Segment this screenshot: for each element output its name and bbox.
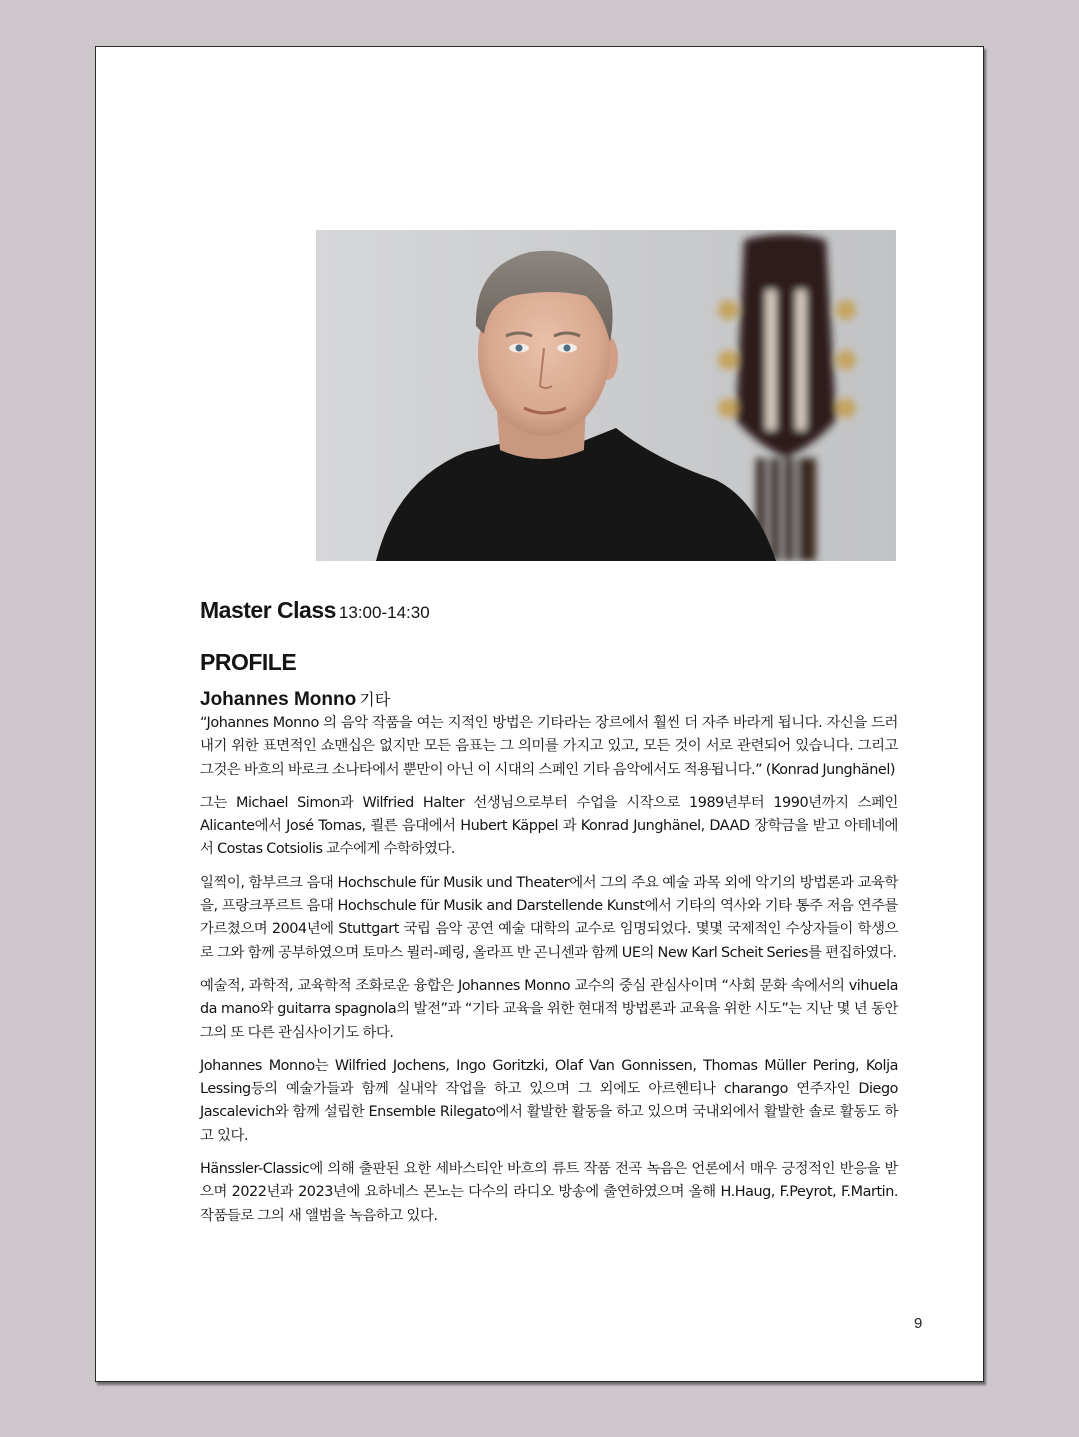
master-class-line	[200, 595, 898, 628]
bio-paragraph-research: 예술적, 과학적, 교육학적 조화로운 융합은 Johannes Monno 교수의 중심 관심사이며 “사회 문화 속에서의 vihuela da mano와 guitarra spagnola의 발전”과 “기타 교육을 위한 현대적 방법론과 교육을 위한 시도”는 지난 몇 년 동안 그의 또 다른 관심사이기도 하다.	[200, 977, 898, 1041]
artist-name-line	[200, 688, 898, 712]
profile-heading: PROFILE	[200, 649, 297, 675]
document-page	[95, 46, 984, 1382]
artist-name: Johannes Monno	[200, 689, 357, 710]
artist-instrument: 기타	[359, 690, 391, 709]
profile-content	[200, 595, 898, 1228]
master-class-time: 13:00-14:30	[338, 603, 430, 622]
master-class-title: Master Class	[200, 597, 336, 623]
bio-paragraph-teaching: 일찍이, 함부르크 음대 Hochschule für Musik und Theater에서 그의 주요 예술 과목 외에 악기의 방법론과 교육학을, 프랑크푸르트 음대 Hochschule für Musik and Darstellende Kunst에서 기타의 역사와 기타 통주 저음 연주를 가르쳤으며 2004년에 Stuttgart 국립 음악 공연 예술 대학의 교수로 임명되었다. 몇몇 국제적인 수상자들이 학생으로 그와 함께 공부하였으며 토마스 뮐러-페링, 올라프 반 곤니센과 함께 UE의 New Karl Scheit Series를 편집하였다.	[200, 874, 898, 961]
page-number: 9	[914, 1315, 923, 1332]
bio-paragraph-education: 그는 Michael Simon과 Wilfried Halter 선생님으로부터 수업을 시작으로 1989년부터 1990년까지 스페인 Alicante에서 José Tomas, 쾰른 음대에서 Hubert Käppel 과 Konrad Junghänel, DAAD 장학금을 받고 아테네에서 Costas Cotsiolis 교수에게 수학하였다.	[200, 794, 898, 858]
bio-paragraph-quote: “Johannes Monno 의 음악 작품을 여는 지적인 방법은 기타라는 장르에서 훨씬 더 자주 바라게 됩니다. 자신을 드러내기 위한 표면적인 쇼맨십은 없지만 모든 음표는 그 의미를 가지고 있고, 모든 것이 서로 관련되어 있습니다. 그리고 그것은 바흐의 바로크 소나타에서 뿐만이 아닌 이 시대의 스페인 기타 음악에서도 적용됩니다.” (Konrad Junghänel)	[200, 715, 898, 778]
bio-paragraph-ensembles: Johannes Monno는 Wilfried Jochens, Ingo Goritzki, Olaf Van Gonnissen, Thomas Müller Pering, Kolja Lessing등의 예술가들과 함께 실내악 작업을 하고 있으며 그 외에도 아르헨티나 charango 연주자인 Diego Jascalevich와 함께 설립한 Ensemble Rilegato에서 활발한 활동을 하고 있으며 국내외에서 활발한 솔로 활동도 하고 있다.	[200, 1057, 898, 1144]
portrait-photo	[316, 230, 896, 561]
portrait-illustration	[316, 230, 896, 561]
bio-paragraph-recordings: Hänssler-Classic에 의해 출판된 요한 세바스티안 바흐의 류트 작품 전곡 녹음은 언론에서 매우 긍정적인 반응을 받으며 2022년과 2023년에 요하네스 몬노는 다수의 라디오 방송에 출연하였으며 올해 H.Haug, F.Peyrot, F.Martin.작품들로 그의 새 앨범을 녹음하고 있다.	[200, 1161, 898, 1224]
